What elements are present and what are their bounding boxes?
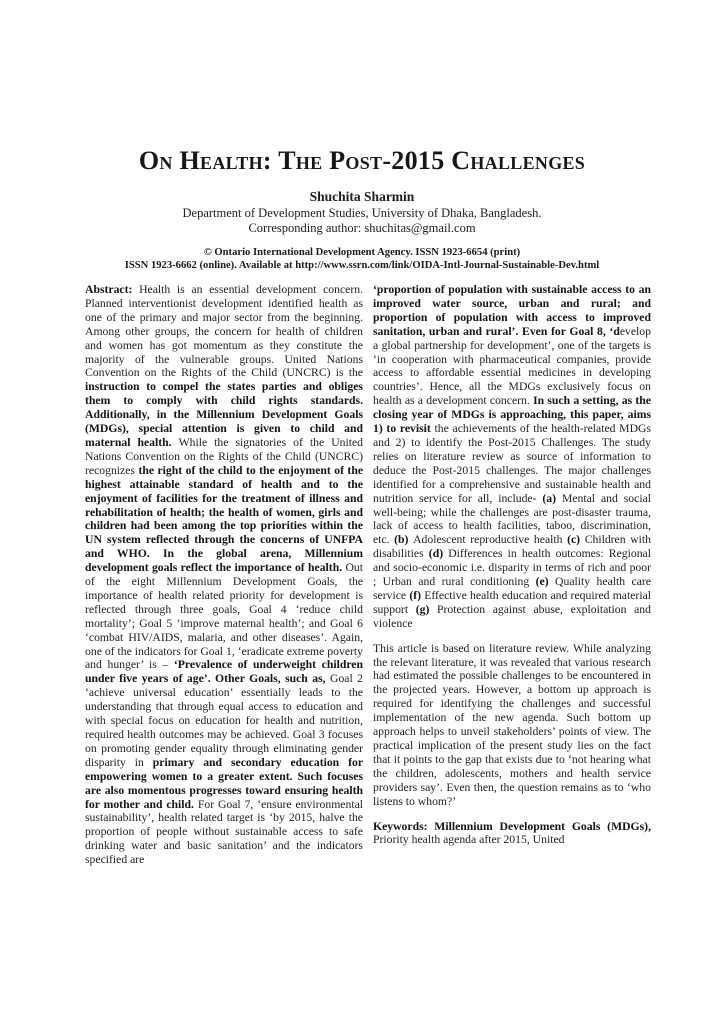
text-run: Quality health care service: [373, 575, 651, 602]
text-run: Out of the eight Millennium Development Goals, the importance of health related priority for development is reflected through three goals, Goal 4 ‘reduce child mortality’; Goal 5 ‘improve maternal health’; and Goal 6 ‘combat HIV/AIDS, malaria, and other diseases’. Again, one of the indicators for Goal 1, ‘eradicate extreme poverty and hunger’ is –: [85, 561, 363, 672]
text-run: Children with disabilities: [373, 533, 651, 561]
paragraph: [373, 642, 651, 809]
text-run: For Goal 7, ‘ensure environmental sustainability’, health related target is ‘by 2015, halve the proportion of people without sustainable access to safe drinking water and basic sanitation’ and the indicators specified are: [85, 797, 364, 867]
bold-text-run: (c): [567, 533, 585, 547]
text-run: Goal 2 ‘achieve universal education’ essentially leads to the understanding that through equal access to education and with special focus on education for health and nutrition, required health outcomes may be achieved. Goal 3 focuses on promoting gender equality through eliminating gender disparity in: [85, 672, 363, 769]
bold-text-run: Abstract:: [85, 283, 140, 296]
text-run: Adolescent reproductive health: [413, 533, 568, 547]
text-run: Priority health agenda after 2015, United: [373, 833, 565, 847]
paragraph: [85, 283, 363, 867]
bold-text-run: (g): [415, 602, 437, 616]
bold-text-run: In such a setting, as the closing year of MDGs is approaching, this paper, aims 1) to revisit: [373, 394, 651, 436]
text-run: Mental and social well-being; while the challenges are post-disaster trauma, lack of access to health facilities, taboo, discrimination, etc.: [373, 491, 652, 547]
imprint-line-1: © Ontario International Development Agency. ISSN 1923-6654 (print): [203, 247, 521, 258]
text-column-left: [85, 283, 363, 867]
text-column-right: [373, 283, 651, 847]
author-name: Shuchita Sharmin: [309, 189, 415, 204]
corresponding-author-line: Corresponding author: shuchitas@gmail.com: [248, 221, 476, 235]
text-run: This article is based on literature review. While analyzing the relevant literature, it was revealed that various research had estimated the possible challenges to be encountered in the projected years. However, a bottom up approach is required for identifying the challenges and successful implementation of the new agenda. Such bottom up approach helps to unveil stakeholders’ points of view. The practical implication of the present study lies on the fact that it points to the gap that exists due to ‘not hearing what the children, adolescents, mothers and health service providers say’. Even then, the question remains as to ‘who listens to whom?’: [373, 641, 651, 808]
bold-text-run: Keywords: Millennium Development Goals (MDGs),: [373, 819, 651, 833]
text-run: Protection against abuse, exploitation and violence: [373, 602, 651, 630]
author-affiliation: Department of Development Studies, University of Dhaka, Bangladesh.: [182, 206, 542, 220]
imprint-line-2: ISSN 1923-6662 (online). Available at http://www.ssrn.com/link/OIDA-Intl-Journal-Sustainable-Dev.html: [124, 260, 600, 271]
paragraph: [373, 283, 651, 631]
bold-text-run: the right of the child to the enjoyment of the highest attainable standard of health and to the enjoyment of facilities for the treatment of illness and rehabilitation of health; the health of women, girls and children had been among the top priorities within the UN system reflected through the concerns of UNFPA and WHO. In the global arena, Millennium development goals reflect the importance of health.: [85, 463, 364, 575]
bold-text-run: (e): [535, 575, 556, 589]
text-run: the achievements of the health-related MDGs and 2) to identify the Post-2015 Challenges. The study relies on literature review as source of information to deduce the Post-2015 challenges. The major challenges identified for a comprehensive and sustainable health and nutrition service for all, include-: [373, 422, 651, 505]
bold-text-run: (b): [394, 533, 414, 547]
bold-text-run: primary and secondary education for empowering women to a greater extent. Such focuses are also momentous progresses toward ensuring health for mother and child.: [85, 755, 363, 811]
paper-title: On Health: The Post-2015 Challenges: [138, 146, 586, 175]
bold-text-run: (d): [428, 547, 449, 561]
text-run: Differences in health outcomes: Regional and socio-economic i.e. disparity in terms of rich and poor ; Urban and rural conditioning: [373, 547, 651, 589]
bold-text-run: ‘proportion of population with sustainable access to an improved water source, urban and rural; and proportion of population with access to improved sanitation, urban and rural’. Even for Goal 8, ‘d: [373, 283, 651, 338]
text-run: evelop a global partnership for development’, one of the targets is ‘in cooperation with pharmaceutical companies, provide access to affordable essential medicines in developing countries’. Hence, all the MDGs exclusively focus on health as a development concern.: [373, 324, 651, 408]
text-run: Health is an essential development concern. Planned interventionist development identified health as one of the primary and major sector from the beginning. Among other groups, the concern for health of children and women has got momentum as they constitute the majority of the vulnerable groups. United Nations Convention on the Rights of the Child (UNCRC) is the: [85, 283, 364, 380]
text-run: While the signatories of the United Nations Convention on the Rights of the Child (UNCRC) recognizes: [85, 435, 364, 477]
bold-text-run: (f): [409, 588, 425, 602]
text-run: Effective health education and required material support: [373, 588, 652, 616]
journal-imprint: [0, 246, 724, 272]
bold-text-run: instruction to compel the states parties and obliges them to comply with child rights standards. Additionally, in the Millennium Development Goals (MDGs), special attention is given to child and maternal health.: [85, 380, 363, 449]
bold-text-run: ‘Prevalence of underweight children under five years of age’. Other Goals, such as,: [85, 658, 363, 686]
bold-text-run: (a): [542, 491, 562, 505]
paragraph: [373, 820, 651, 848]
